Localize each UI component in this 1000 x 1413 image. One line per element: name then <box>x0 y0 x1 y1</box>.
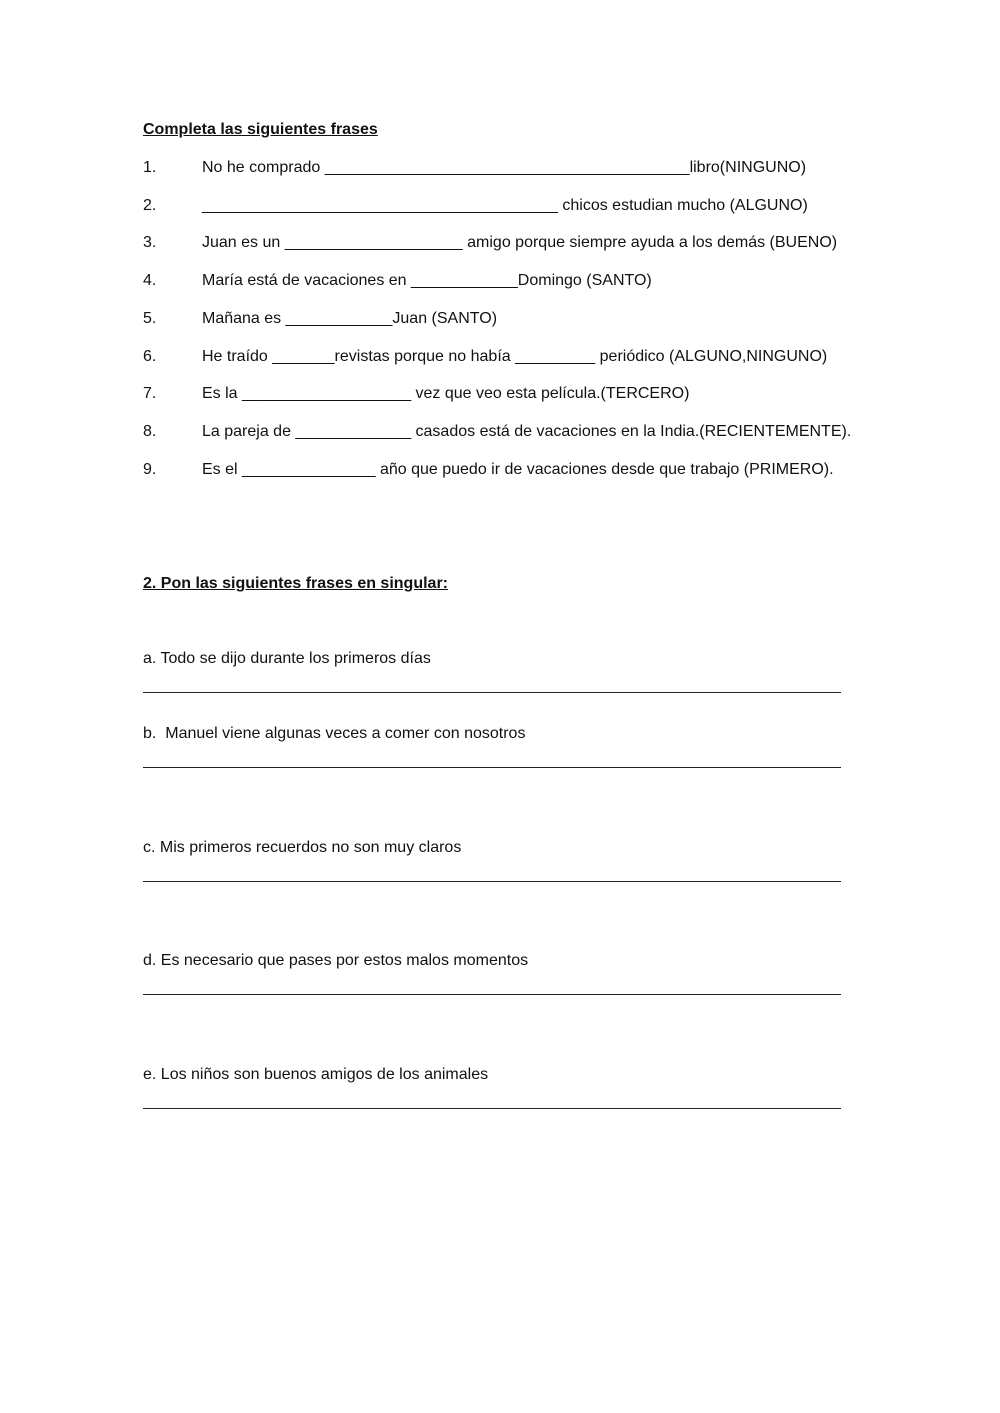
sentence-prompt-c: c. Mis primeros recuerdos no son muy claros <box>143 839 462 856</box>
item-text: Es el _______________ año que puedo ir de vacaciones desde que trabajo (PRIMERO). <box>202 461 834 478</box>
item-text: ________________________________________ chicos estudian mucho (ALGUNO) <box>202 197 808 214</box>
item-number: 8. <box>143 423 157 440</box>
item-text: Juan es un ____________________ amigo porque siempre ayuda a los demás (BUENO) <box>202 234 838 251</box>
item-text: He traído _______revistas porque no había _________ periódico (ALGUNO,NINGUNO) <box>202 348 828 365</box>
sentence-prompt-a: a. Todo se dijo durante los primeros días <box>143 650 431 667</box>
sentence-prompt-d: d. Es necesario que pases por estos malos momentos <box>143 952 529 969</box>
item-number: 6. <box>143 348 157 365</box>
item-number: 1. <box>143 159 157 176</box>
answer-line-d[interactable] <box>143 994 841 995</box>
item-text: Mañana es ____________Juan (SANTO) <box>202 310 498 327</box>
item-number: 7. <box>143 385 157 402</box>
item-text: No he comprado _________________________________________libro(NINGUNO) <box>202 159 807 176</box>
item-text: María está de vacaciones en ____________Domingo (SANTO) <box>202 272 652 289</box>
answer-line-b[interactable] <box>143 767 841 768</box>
section1-title: Completa las siguientes frases <box>143 121 378 138</box>
sentence-prompt-b: b. Manuel viene algunas veces a comer con nosotros <box>143 725 526 742</box>
item-text: La pareja de _____________ casados está de vacaciones en la India.(RECIENTEMENTE). <box>202 423 852 440</box>
answer-line-e[interactable] <box>143 1108 841 1109</box>
sentence-prompt-e: e. Los niños son buenos amigos de los animales <box>143 1066 489 1083</box>
section2-title: 2. Pon las siguientes frases en singular: <box>143 575 448 592</box>
item-number: 4. <box>143 272 157 289</box>
item-number: 3. <box>143 234 157 251</box>
item-number: 5. <box>143 310 157 327</box>
item-number: 9. <box>143 461 157 478</box>
item-number: 2. <box>143 197 157 214</box>
answer-line-c[interactable] <box>143 881 841 882</box>
answer-line-a[interactable] <box>143 692 841 693</box>
item-text: Es la ___________________ vez que veo esta película.(TERCERO) <box>202 385 690 402</box>
